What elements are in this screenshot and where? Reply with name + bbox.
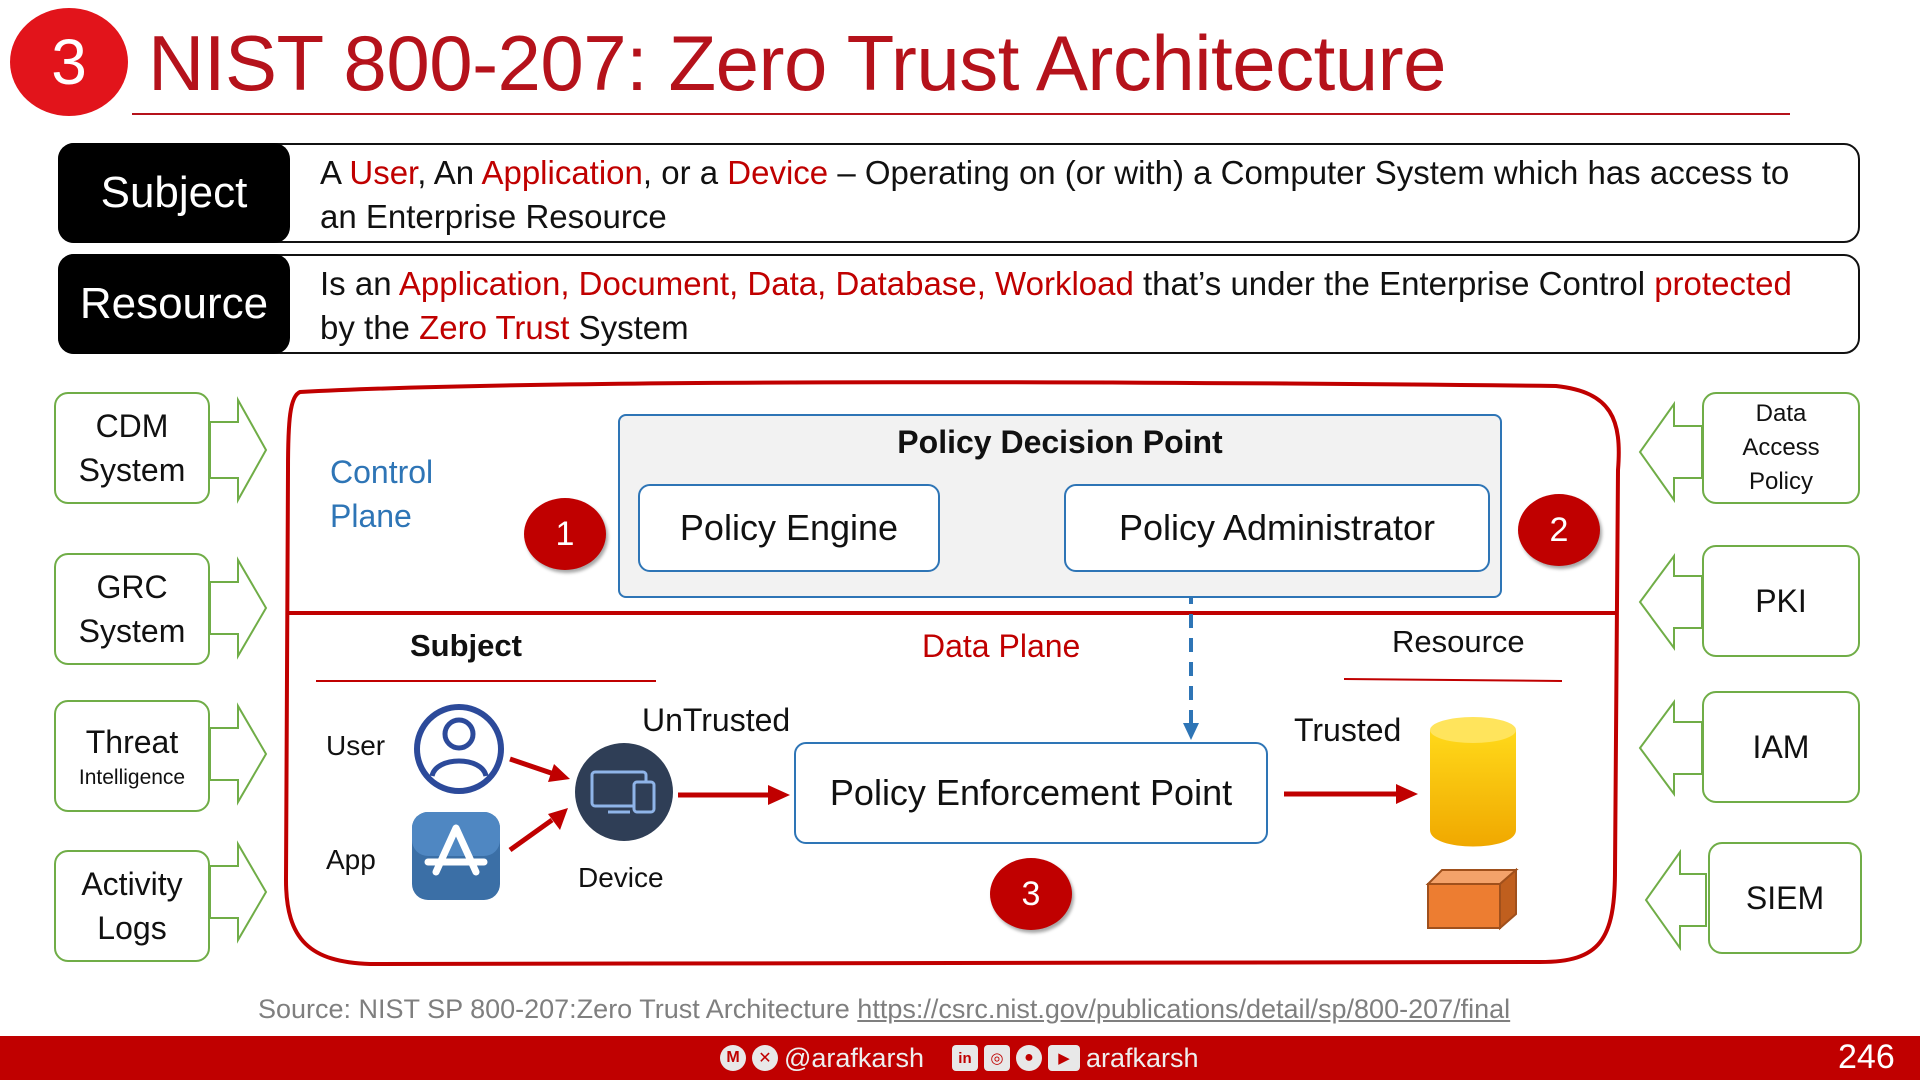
resource-description: Is an Application, Document, Data, Database, Workload that’s under the Enterprise Control protected by the Zero Trust System [320,265,1792,346]
linkedin-icon[interactable]: in [952,1045,978,1071]
app-label: App [326,844,376,875]
control-plane-label: Control Plane [330,454,434,534]
pdp-title: Policy Decision Point [897,424,1223,460]
user-icon [417,707,501,791]
subject-heading: Subject [410,628,522,663]
policy-administrator-box: Policy Administrator [1064,484,1490,572]
policy-enforcement-point-box: Policy Enforcement Point [794,742,1268,844]
policy-engine-box: Policy Engine [638,484,940,572]
pki-box: PKI [1702,545,1860,657]
untrusted-label: UnTrusted [642,702,791,738]
source-citation: Source: NIST SP 800-207:Zero Trust Architecture https://csrc.nist.gov/publications/detail/sp/800-207/final [258,994,1511,1024]
resource-heading: Resource [1392,624,1525,659]
page-number: 246 [1838,1038,1895,1076]
badge-2: 2 [1518,494,1600,566]
resource-underline [1344,679,1562,681]
right-input-arrows [1640,404,1706,948]
user-label: User [326,730,386,761]
subject-description: A User, An Application, or a Device – Operating on (or with) a Computer System which has access to an Enterprise Resource [320,154,1790,235]
threat-intelligence-box: Threat Intelligence [54,700,210,812]
left-input-arrows [210,400,266,940]
footer-social [720,1040,1199,1076]
badge-1: 1 [524,498,606,570]
resource-label: Resource [58,254,290,354]
cdm-system-box: CDM System [54,392,210,504]
box-icon [1428,870,1516,928]
database-icon [1430,717,1516,847]
grc-system-box: GRC System [54,553,210,665]
footer-handle: @arafkarsh [784,1042,924,1073]
youtube-icon[interactable]: ▶ [1048,1045,1080,1071]
page-title: NIST 800-207: Zero Trust Architecture [148,19,1446,107]
device-icon [575,743,673,841]
medium-icon[interactable]: M [720,1045,746,1071]
source-link[interactable]: https://csrc.nist.gov/publications/detail/sp/800-207/final [857,994,1511,1024]
subject-label: Subject [58,143,290,243]
pdp-pep-link [1183,577,1199,740]
x-icon[interactable]: ✕ [752,1045,778,1071]
iam-box: IAM [1702,691,1860,803]
device-label: Device [578,862,664,893]
github-icon[interactable]: ● [1016,1045,1042,1071]
footer-name: arafkarsh [1085,1042,1199,1073]
badge-3: 3 [990,858,1072,930]
instagram-icon[interactable]: ◎ [984,1045,1010,1071]
trusted-label: Trusted [1294,712,1402,748]
app-store-icon [412,812,500,900]
title-number-badge: 3 [10,8,128,116]
siem-box: SIEM [1708,842,1862,954]
data-access-policy-box: Data Access Policy [1702,392,1860,504]
data-plane-label: Data Plane [922,628,1081,664]
activity-logs-box: Activity Logs [54,850,210,962]
